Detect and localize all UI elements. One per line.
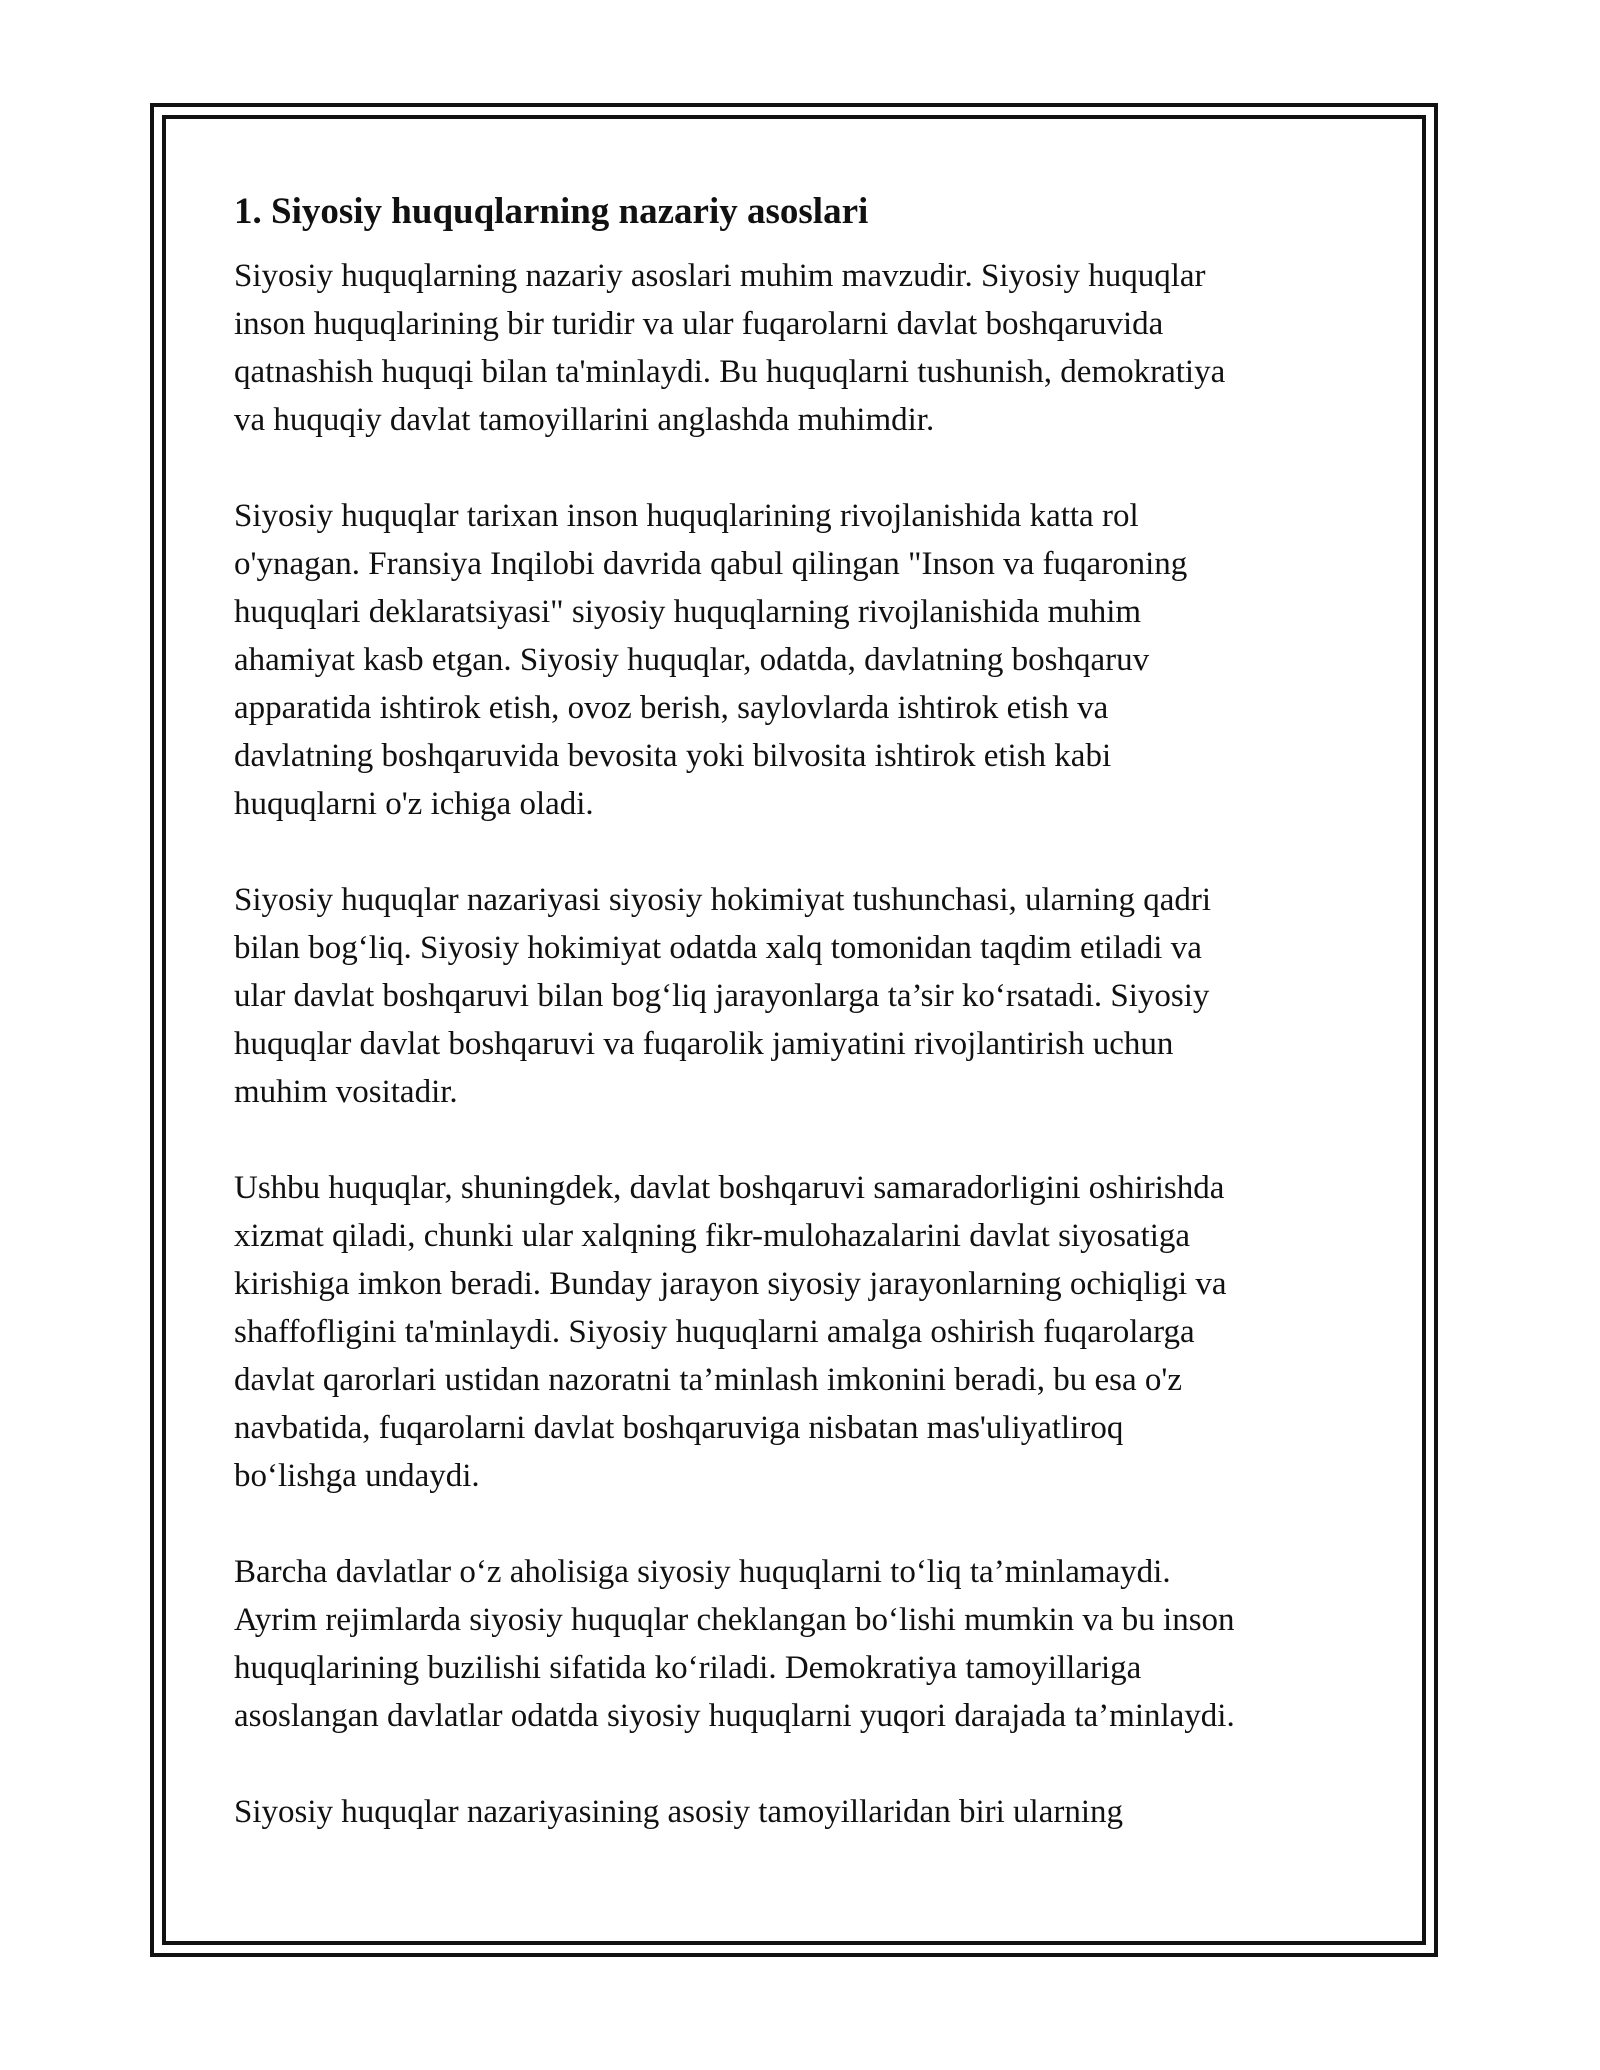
text-line: ahamiyat kasb etgan. Siyosiy huquqlar, odatda, davlatning boshqaruv (234, 642, 1150, 678)
text-line: Siyosiy huquqlarning nazariy asoslari muhim mavzudir. Siyosiy huquqlar (234, 258, 1206, 294)
paragraph-6 (234, 1788, 1364, 1836)
text-line: ular davlat boshqaruvi bilan bog‘liq jarayonlarga ta’sir ko‘rsatadi. Siyosiy (234, 978, 1210, 1014)
text-line: huquqlari deklaratsiyasi" siyosiy huquqlarning rivojlanishida muhim (234, 594, 1142, 630)
text-line: huquqlarni o'z ichiga oladi. (234, 786, 594, 822)
text-line: muhim vositadir. (234, 1074, 458, 1110)
text-line: Siyosiy huquqlar nazariyasi siyosiy hokimiyat tushunchasi, ularning qadri (234, 882, 1212, 918)
text-line: bo‘lishga undaydi. (234, 1458, 480, 1494)
text-line: bilan bog‘liq. Siyosiy hokimiyat odatda xalq tomonidan taqdim etiladi va (234, 930, 1202, 966)
text-line: Ushbu huquqlar, shuningdek, davlat boshqaruvi samaradorligini oshirishda (234, 1170, 1225, 1206)
paragraph-3 (234, 876, 1364, 1116)
text-line: huquqlarining buzilishi sifatida ko‘riladi. Demokratiya tamoyillariga (234, 1650, 1142, 1686)
paragraph-1 (234, 252, 1364, 444)
paragraph-4 (234, 1164, 1364, 1500)
text-line: Siyosiy huquqlar nazariyasining asosiy tamoyillaridan biri ularning (234, 1794, 1124, 1830)
text-line: qatnashish huquqi bilan ta'minlaydi. Bu huquqlarni tushunish, demokratiya (234, 354, 1226, 390)
text-line: huquqlar davlat boshqaruvi va fuqarolik jamiyatini rivojlantirish uchun (234, 1026, 1174, 1062)
text-line: o'ynagan. Fransiya Inqilobi davrida qabul qilingan "Inson va fuqaroning (234, 546, 1188, 582)
text-line: Siyosiy huquqlar tarixan inson huquqlarining rivojlanishida katta rol (234, 498, 1139, 534)
text-line: shaffofligini ta'minlaydi. Siyosiy huquqlarni amalga oshirish fuqarolarga (234, 1314, 1195, 1350)
text-line: davlatning boshqaruvida bevosita yoki bilvosita ishtirok etish kabi (234, 738, 1112, 774)
text-line: inson huquqlarining bir turidir va ular fuqarolarni davlat boshqaruvida (234, 306, 1164, 342)
text-line: xizmat qiladi, chunki ular xalqning fikr-mulohazalarini davlat siyosatiga (234, 1218, 1191, 1254)
paragraph-5 (234, 1548, 1364, 1740)
text-line: apparatida ishtirok etish, ovoz berish, saylovlarda ishtirok etish va (234, 690, 1109, 726)
text-line: Barcha davlatlar o‘z aholisiga siyosiy huquqlarni to‘liq ta’minlamaydi. (234, 1554, 1171, 1590)
text-line: navbatida, fuqarolarni davlat boshqaruviga nisbatan mas'uliyatliroq (234, 1410, 1124, 1446)
text-line: va huquqiy davlat tamoyillarini anglashda muhimdir. (234, 402, 935, 438)
text-line: kirishiga imkon beradi. Bunday jarayon siyosiy jarayonlarning ochiqligi va (234, 1266, 1227, 1302)
section-heading: 1. Siyosiy huquqlarning nazariy asoslari (234, 191, 869, 232)
paragraph-2 (234, 492, 1364, 828)
text-line: asoslangan davlatlar odatda siyosiy huquqlarni yuqori darajada ta’minlaydi. (234, 1698, 1235, 1734)
text-line: Ayrim rejimlarda siyosiy huquqlar cheklangan bo‘lishi mumkin va bu inson (234, 1602, 1235, 1638)
text-line: davlat qarorlari ustidan nazoratni ta’minlash imkonini beradi, bu esa o'z (234, 1362, 1182, 1398)
document-body (234, 186, 1364, 1884)
